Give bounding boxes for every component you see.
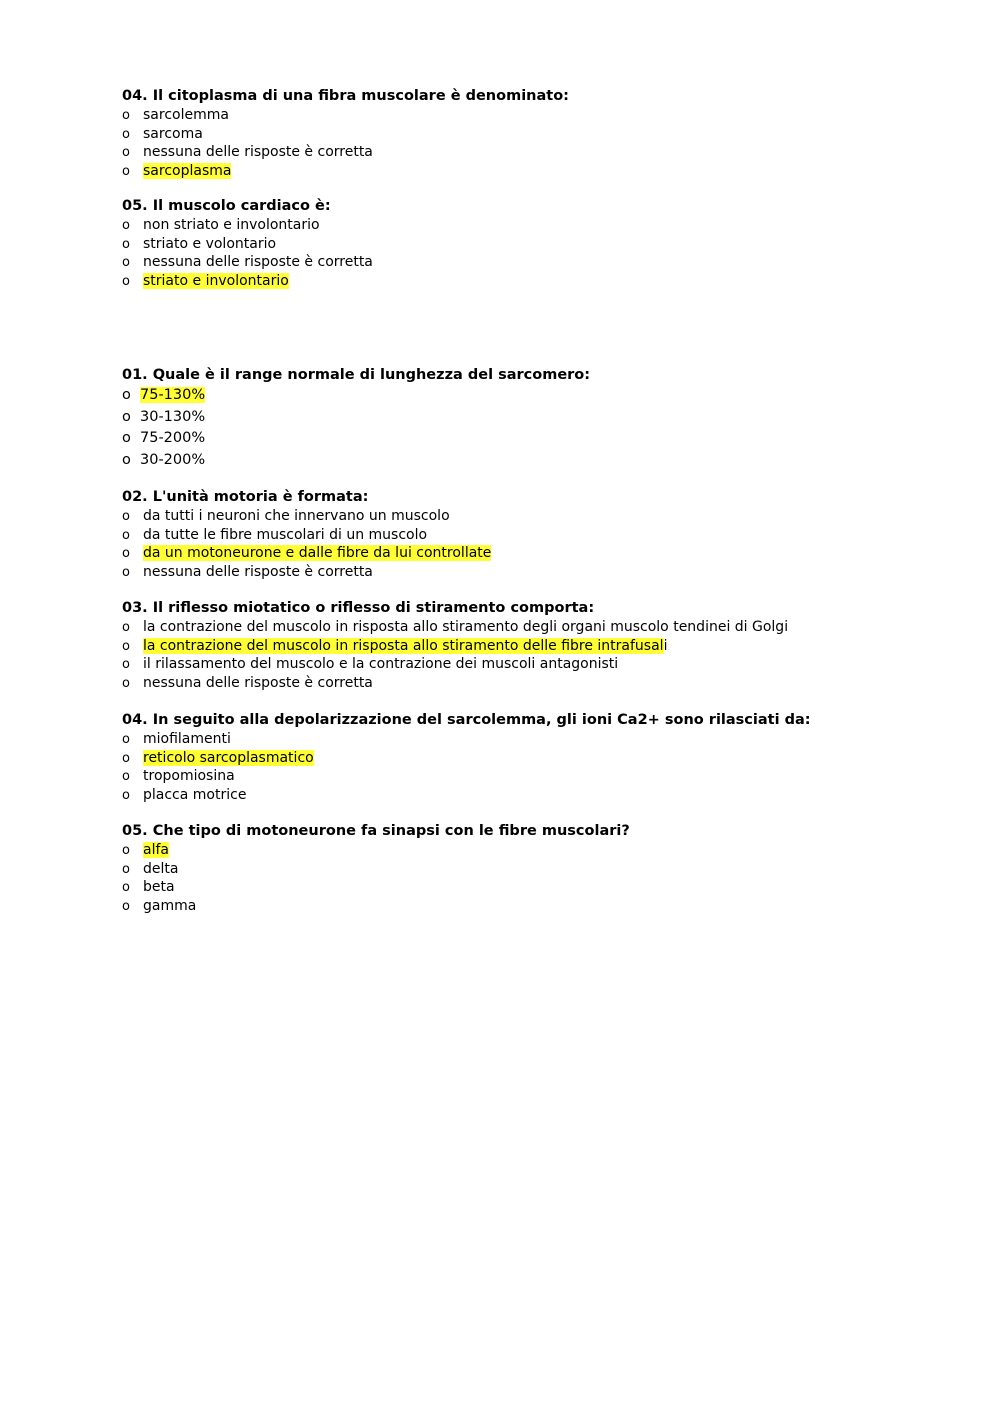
bullet-icon: o <box>122 676 130 692</box>
answer-text: striato e volontario <box>143 235 277 252</box>
answer-option <box>122 450 982 472</box>
question-title: 02. L'unità motoria è formata: <box>122 489 369 505</box>
bullet-icon: o <box>122 565 130 581</box>
bullet-icon: o <box>122 451 131 468</box>
answer-option <box>122 655 982 674</box>
answer-option <box>122 786 982 805</box>
highlighted-answer: sarcoplasma <box>143 163 232 180</box>
answer-option <box>122 253 982 272</box>
answer-list <box>122 106 982 181</box>
answer-option <box>122 878 982 897</box>
answer-option <box>122 563 982 582</box>
question-block <box>122 87 982 181</box>
highlighted-answer: 75-130% <box>140 387 206 403</box>
bullet-icon: o <box>122 880 130 896</box>
answer-option <box>122 143 982 162</box>
answer-text: gamma <box>143 898 197 915</box>
answer-option <box>122 235 982 254</box>
bullet-icon: o <box>122 164 130 180</box>
answer-option-correct <box>122 272 982 291</box>
answer-list <box>122 618 982 693</box>
question-title: 01. Quale è il range normale di lunghezza del sarcomero: <box>122 367 591 383</box>
answer-option-correct <box>122 544 982 563</box>
highlighted-answer: da un motoneurone e dalle fibre da lui controllate <box>143 545 492 562</box>
answer-list <box>122 507 982 582</box>
answer-option <box>122 730 982 749</box>
answer-text: beta <box>143 879 175 896</box>
bullet-icon: o <box>122 527 130 543</box>
question-title: 05. Che tipo di motoneurone fa sinapsi con le fibre muscolari? <box>122 823 630 839</box>
answer-text: 30-200% <box>140 451 206 468</box>
question-block <box>122 599 982 693</box>
answer-option <box>122 526 982 545</box>
bullet-icon: o <box>122 430 131 446</box>
question-title: 04. In seguito alla depolarizzazione del sarcolemma, gli ioni Ca2+ sono rilasciati da: <box>122 712 811 728</box>
highlighted-answer: la contrazione del muscolo in risposta allo stiramento delle fibre intrafusal <box>143 637 664 654</box>
answer-option-correct <box>122 749 982 768</box>
question-block <box>122 366 982 471</box>
question-title: 04. Il citoplasma di una fibra muscolare è denominato: <box>122 88 569 104</box>
answer-option <box>122 618 982 637</box>
answer-option <box>122 216 982 235</box>
answer-list <box>122 216 982 291</box>
answer-text: il rilassamento del muscolo e la contrazione dei muscoli antagonisti <box>143 656 619 673</box>
question-title: 05. Il muscolo cardiaco è: <box>122 198 331 214</box>
answer-text-tail: i <box>663 637 668 654</box>
answer-option-correct <box>122 841 982 860</box>
bullet-icon: o <box>122 509 130 524</box>
question-title: 03. Il riflesso miotatico o riflesso di stiramento comporta: <box>122 600 595 616</box>
question-block <box>122 197 982 291</box>
bullet-icon: o <box>122 145 130 161</box>
bullet-icon: o <box>122 218 130 233</box>
highlighted-answer: striato e involontario <box>143 273 289 290</box>
answer-option-correct <box>122 162 982 181</box>
highlighted-answer: reticolo sarcoplasmatico <box>143 749 314 766</box>
answer-option <box>122 507 982 526</box>
answer-text: da tutte le fibre muscolari di un muscolo <box>143 526 428 543</box>
bullet-icon: o <box>122 408 131 425</box>
answer-text: miofilamenti <box>143 731 231 747</box>
bullet-icon: o <box>122 861 130 877</box>
answer-text: 75-200% <box>140 430 206 446</box>
bullet-icon: o <box>122 750 130 766</box>
answer-text: delta <box>143 860 179 877</box>
answer-option-correct <box>122 385 982 407</box>
answer-option <box>122 860 982 879</box>
answer-list <box>122 730 982 805</box>
bullet-icon: o <box>122 126 130 142</box>
bullet-icon: o <box>122 274 130 290</box>
answer-option <box>122 674 982 693</box>
bullet-icon: o <box>122 255 130 271</box>
answer-text: 30-130% <box>140 408 206 425</box>
bullet-icon: o <box>122 236 130 252</box>
answer-text: sarcoma <box>143 125 203 142</box>
bullet-icon: o <box>122 657 130 673</box>
answer-list <box>122 841 982 916</box>
answer-text: tropomiosina <box>143 768 235 785</box>
answer-text: la contrazione del muscolo in risposta allo stiramento degli organi muscolo tendinei di Golgi <box>143 619 789 635</box>
bullet-icon: o <box>122 546 130 562</box>
answer-option <box>122 106 982 125</box>
question-block <box>122 822 982 916</box>
bullet-icon: o <box>122 769 130 785</box>
bullet-icon: o <box>122 638 130 654</box>
answer-text: sarcolemma <box>143 107 229 123</box>
highlighted-answer: alfa <box>143 842 169 858</box>
question-block <box>122 488 982 582</box>
answer-option <box>122 897 982 916</box>
bullet-icon: o <box>122 620 130 635</box>
bullet-icon: o <box>122 108 130 123</box>
answer-option-correct <box>122 637 982 656</box>
answer-text: nessuna delle risposte è corretta <box>143 144 373 161</box>
answer-list <box>122 385 982 471</box>
bullet-icon: o <box>122 843 130 858</box>
bullet-icon: o <box>122 788 130 804</box>
answer-text: nessuna delle risposte è corretta <box>143 254 373 271</box>
answer-option <box>122 125 982 144</box>
bullet-icon: o <box>122 387 131 403</box>
answer-text: placca motrice <box>143 787 247 804</box>
answer-option <box>122 407 982 429</box>
answer-option <box>122 428 982 450</box>
bullet-icon: o <box>122 732 130 747</box>
answer-text: da tutti i neuroni che innervano un muscolo <box>143 508 450 524</box>
answer-text: nessuna delle risposte è corretta <box>143 564 373 581</box>
question-block <box>122 711 982 805</box>
answer-option <box>122 767 982 786</box>
bullet-icon: o <box>122 899 130 915</box>
answer-text: non striato e involontario <box>143 217 320 233</box>
answer-text: nessuna delle risposte è corretta <box>143 675 373 692</box>
